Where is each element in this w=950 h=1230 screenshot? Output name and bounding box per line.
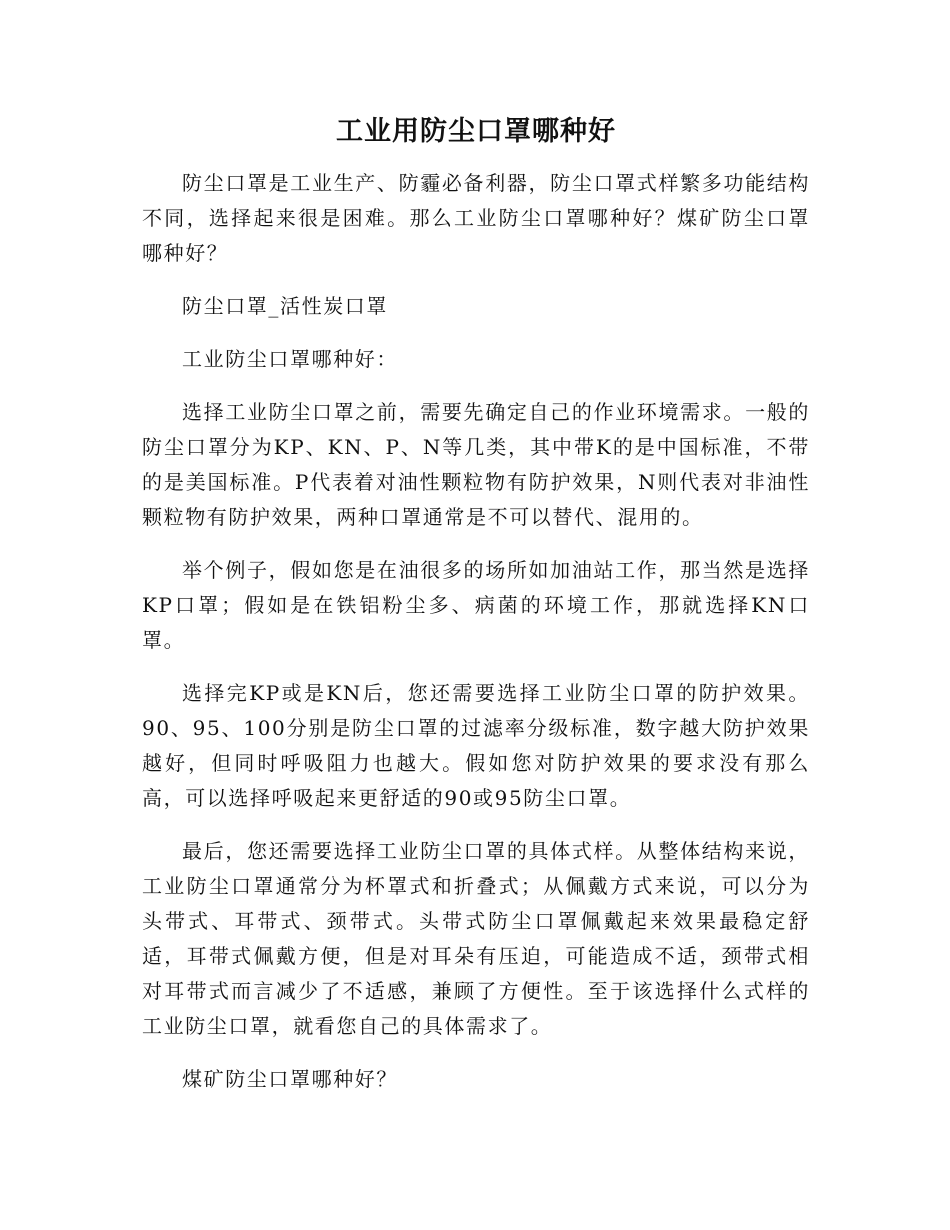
section-heading-industrial: 工业防尘口罩哪种好：	[182, 347, 398, 371]
section-heading-coal-mine: 煤矿防尘口罩哪种好？	[182, 1067, 398, 1091]
standards-paragraph: 选择工业防尘口罩之前，需要先确定自己的作业环境需求。一般的防尘口罩分为KP、KN、P、N等几类，其中带K的是中国标准，不带的是美国标准。P代表着对油性颗粒物有防护效果，N则代表对非油性颗粒物有防护效果，两种口罩通常是不可以替代、混用的。	[142, 400, 810, 529]
filtration-paragraph: 选择完KP或是KN后，您还需要选择工业防尘口罩的防护效果。90、95、100分别是防尘口罩的过滤率分级标准，数字越大防护效果越好，但同时呼吸阻力也越大。假如您对防护效果的要求没有那么高，可以选择呼吸起来更舒适的90或95防尘口罩。	[142, 681, 810, 810]
example-paragraph: 举个例子，假如您是在油很多的场所如加油站工作，那当然是选择KP口罩；假如是在铁铝粉尘多、病菌的环境工作，那就选择KN口罩。	[142, 558, 810, 652]
style-paragraph: 最后，您还需要选择工业防尘口罩的具体式样。从整体结构来说，工业防尘口罩通常分为杯罩式和折叠式；从佩戴方式来说，可以分为头带式、耳带式、颈带式。头带式防尘口罩佩戴起来效果最稳定舒适，耳带式佩戴方便，但是对耳朵有压迫，可能造成不适，颈带式相对耳带式而言减少了不适感，兼顾了方便性。至于该选择什么式样的工业防尘口罩，就看您自己的具体需求了。	[142, 839, 810, 1038]
document-title: 工业用防尘口罩哪种好	[336, 116, 616, 147]
document-body	[142, 108, 810, 1115]
image-caption-line: 防尘口罩_活性炭口罩	[182, 294, 388, 318]
intro-paragraph: 防尘口罩是工业生产、防霾必备利器，防尘口罩式样繁多功能结构不同，选择起来很是困难。那么工业防尘口罩哪种好？煤矿防尘口罩哪种好？	[142, 171, 810, 265]
